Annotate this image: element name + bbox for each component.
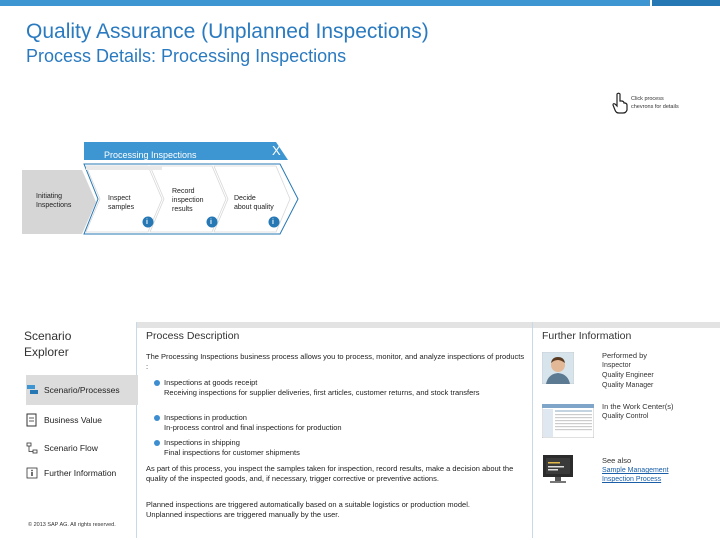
top-accent-bar <box>0 0 720 6</box>
close-icon[interactable]: X <box>272 143 281 158</box>
process-description-intro: The Processing Inspections business process allows you to process, monitor, and analyze inspections of products : <box>146 352 525 371</box>
sample-management-link[interactable]: Sample Management Inspection Process <box>602 467 669 483</box>
bullet-shipping: Inspections in shipping Final inspections for customer shipments <box>154 438 524 458</box>
right-divider <box>532 322 533 538</box>
info-marker-3 <box>269 217 280 228</box>
left-divider <box>136 322 137 538</box>
document-icon <box>26 413 44 427</box>
page-subtitle: Process Details: Processing Inspections <box>26 46 347 66</box>
step-record-results[interactable]: Record inspection results <box>172 188 204 213</box>
info-marker-1 <box>143 217 154 228</box>
nav-further-information[interactable]: Further Information <box>26 465 116 481</box>
bullet-dot <box>154 440 160 446</box>
info-icon <box>26 467 44 479</box>
process-description-paragraph-2: Planned inspections are triggered automatically based on a suitable logistics or production model. Unplanned inspections are triggered manually by the user. <box>146 500 470 519</box>
nav-scenario-processes[interactable]: Scenario/Processes <box>26 382 120 398</box>
flow-title: Processing Inspections <box>104 150 197 160</box>
page-title: Quality Assurance (Unplanned Inspections) <box>26 20 429 43</box>
content-top-divider <box>136 322 720 328</box>
further-information-title: Further Information <box>542 330 632 342</box>
info-marker-2 <box>207 217 218 228</box>
copyright: © 2013 SAP AG. All rights reserved. <box>28 522 116 528</box>
nav-business-value[interactable]: Business Value <box>26 412 102 428</box>
start-step-label[interactable]: Initiating Inspections <box>36 193 72 209</box>
process-description-paragraph-1: As part of this process, you inspect the samples taken for inspection, record results, make a decision about the quality of the inspected goods, and, if necessary, trigger corrective or preventive actions. <box>146 464 514 483</box>
bullet-dot <box>154 415 160 421</box>
roles-list: Inspector Quality Engineer Quality Manager <box>602 362 654 389</box>
hint-line-2: chevrons for details <box>631 104 679 110</box>
see-also-label: See also <box>602 456 632 465</box>
flow-chart-icon <box>26 442 44 454</box>
work-center-label: In the Work Center(s) <box>602 402 674 411</box>
info-icon[interactable]: i <box>210 219 212 226</box>
nav-scenario-flow[interactable]: Scenario Flow <box>26 440 98 456</box>
work-center-screenshot-icon <box>542 404 594 438</box>
bullet-dot <box>154 380 160 386</box>
work-center-name: Quality Control <box>602 413 649 420</box>
hint-line-1: Click process <box>631 96 664 102</box>
monitor-icon <box>542 454 574 484</box>
step-decide-quality[interactable]: Decide about quality <box>234 195 274 211</box>
bullet-goods-receipt: Inspections at goods receipt Receiving inspections for supplier deliveries, first articles, customer returns, and stock transfers <box>154 378 524 398</box>
bullet-production: Inspections in production In-process control and final inspections for production <box>154 413 524 433</box>
info-icon[interactable]: i <box>146 219 148 226</box>
step-1-shade <box>86 166 162 170</box>
performed-by-label: Performed by <box>602 351 648 360</box>
info-icon[interactable]: i <box>272 219 274 226</box>
pointing-hand-icon <box>612 92 628 114</box>
step-inspect-samples[interactable]: Inspect samples <box>108 195 135 211</box>
process-description-title: Process Description <box>146 330 240 342</box>
scenario-explorer-title: Scenario Explorer <box>24 329 72 359</box>
process-flow <box>22 142 322 237</box>
person-avatar-icon <box>542 352 574 384</box>
process-arrows-icon <box>26 384 44 396</box>
